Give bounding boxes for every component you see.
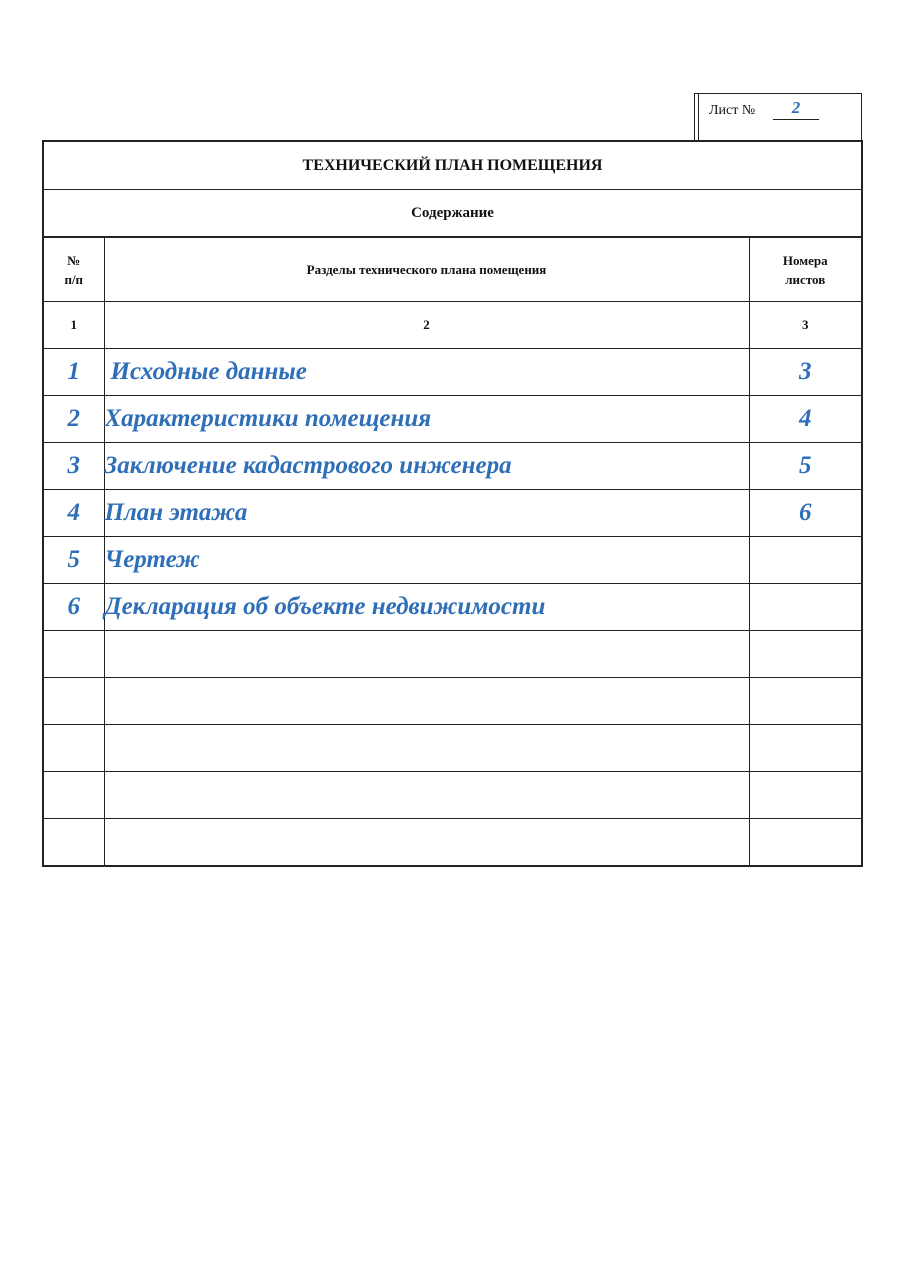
- row-title: Исходные данные: [104, 349, 749, 396]
- row-number: [44, 631, 104, 678]
- header-pages-line2: листов: [785, 271, 826, 287]
- table-row: [44, 631, 861, 678]
- contents-heading: Содержание: [44, 190, 861, 238]
- row-number: [44, 772, 104, 819]
- row-number: 4: [44, 490, 104, 537]
- header-number: [44, 238, 104, 302]
- table-header-row: [44, 238, 861, 302]
- table-row: [44, 678, 861, 725]
- row-page: [749, 819, 861, 866]
- row-number: 3: [44, 443, 104, 490]
- row-page: [749, 725, 861, 772]
- header-sections: Разделы технического плана помещения: [104, 238, 749, 302]
- row-page: [749, 631, 861, 678]
- row-title: [104, 725, 749, 772]
- row-number: 1: [44, 349, 104, 396]
- row-title: Декларация об объекте недвижимости: [104, 584, 749, 631]
- row-page: [749, 772, 861, 819]
- document-title: ТЕХНИЧЕСКИЙ ПЛАН ПОМЕЩЕНИЯ: [44, 142, 861, 190]
- table-row: [44, 396, 861, 443]
- row-title: Характеристики помещения: [104, 396, 749, 443]
- column-index-row: [44, 302, 861, 349]
- row-title: Чертеж: [104, 537, 749, 584]
- row-page: 3: [749, 349, 861, 396]
- sheet-label: Лист №: [709, 103, 756, 118]
- sheet-number-box: [694, 93, 862, 140]
- table-row: [44, 537, 861, 584]
- column-index: 1: [44, 302, 104, 349]
- table-row: [44, 725, 861, 772]
- column-index: 3: [749, 302, 861, 349]
- table-row: [44, 443, 861, 490]
- row-page: 5: [749, 443, 861, 490]
- column-index: 2: [104, 302, 749, 349]
- row-title: [104, 678, 749, 725]
- row-number: 6: [44, 584, 104, 631]
- row-number: 5: [44, 537, 104, 584]
- row-page: 4: [749, 396, 861, 443]
- table-row: [44, 819, 861, 866]
- table-row: [44, 349, 861, 396]
- sheet-number: 2: [773, 98, 819, 120]
- table-row: [44, 584, 861, 631]
- row-title: [104, 772, 749, 819]
- table-row: [44, 490, 861, 537]
- header-pages: [749, 238, 861, 302]
- row-title: [104, 631, 749, 678]
- row-number: [44, 725, 104, 772]
- row-number: 2: [44, 396, 104, 443]
- row-page: [749, 678, 861, 725]
- row-page: [749, 537, 861, 584]
- header-pages-line1: Номера: [782, 252, 828, 268]
- row-page: 6: [749, 490, 861, 537]
- header-number-line2: п/п: [64, 271, 84, 287]
- header-number-line1: №: [67, 252, 81, 268]
- contents-frame: [42, 140, 863, 867]
- row-number: [44, 678, 104, 725]
- row-title: [104, 819, 749, 866]
- contents-table: [44, 238, 861, 865]
- row-title: План этажа: [104, 490, 749, 537]
- row-title: Заключение кадастрового инженера: [104, 443, 749, 490]
- row-number: [44, 819, 104, 866]
- table-row: [44, 772, 861, 819]
- row-page: [749, 584, 861, 631]
